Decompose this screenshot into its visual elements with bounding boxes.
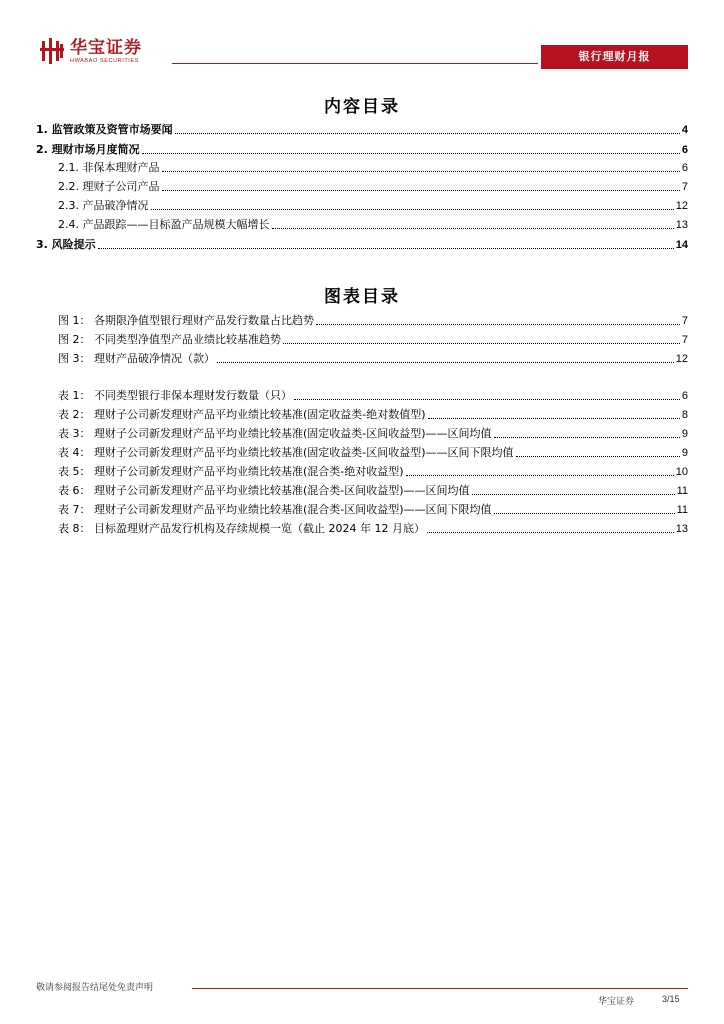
footer-divider: [192, 988, 688, 989]
chart-entry[interactable]: [58, 350, 688, 366]
dot-leader: [162, 170, 680, 172]
toc-entry-label: 1. 监管政策及资管市场要闻: [36, 123, 173, 136]
table-entry-label: 表 8： 目标盈理财产品发行机构及存续规模一览（截止 2024 年 12 月底）: [58, 522, 425, 535]
dot-leader: [494, 512, 675, 514]
table-entry[interactable]: [58, 501, 688, 517]
dot-leader: [175, 132, 680, 134]
table-entry-page: 11: [676, 485, 688, 497]
table-entry-page: 10: [675, 466, 688, 478]
toc-entry[interactable]: [58, 216, 688, 232]
toc-entry[interactable]: [58, 178, 688, 194]
figures-title: 图表目录: [324, 287, 400, 307]
chart-entry-label: 图 3： 理财产品破净情况（款）: [58, 352, 215, 365]
dot-leader: [272, 227, 674, 229]
chart-entry-page: 12: [675, 353, 688, 365]
chart-entry[interactable]: [58, 331, 688, 347]
chart-entry-label: 图 2： 不同类型净值型产品业绩比较基准趋势: [58, 333, 281, 346]
dot-leader: [217, 361, 674, 363]
dot-leader: [142, 152, 680, 154]
toc-entry-page: 6: [681, 144, 688, 156]
chart-entry-page: 7: [681, 315, 688, 327]
dot-leader: [516, 455, 680, 457]
toc-entry[interactable]: [36, 141, 688, 157]
toc-entry[interactable]: [36, 236, 688, 252]
toc-entry-page: 6: [681, 162, 688, 174]
table-entry[interactable]: [58, 387, 688, 403]
table-entry-page: 8: [681, 409, 688, 421]
dot-leader: [151, 208, 674, 210]
toc-entry[interactable]: [58, 197, 688, 213]
chart-entry-page: 7: [681, 334, 688, 346]
report-type-badge: 银行理财月报: [541, 45, 688, 69]
toc-entry-page: 13: [675, 219, 688, 231]
dot-leader: [162, 189, 680, 191]
table-entry[interactable]: [58, 425, 688, 441]
table-entry-label: 表 2： 理财子公司新发理财产品平均业绩比较基准(固定收益类-绝对数值型): [58, 408, 426, 421]
table-entry[interactable]: [58, 520, 688, 536]
logo-english-name: HWABAO SECURITIES: [70, 58, 139, 64]
table-entry-page: 6: [681, 390, 688, 402]
chart-entry[interactable]: [58, 312, 688, 328]
toc-entry[interactable]: [58, 159, 688, 175]
dot-leader: [494, 436, 680, 438]
dot-leader: [98, 247, 674, 249]
company-logo-icon: [40, 38, 66, 64]
table-entry[interactable]: [58, 463, 688, 479]
table-entry-page: 9: [681, 447, 688, 459]
table-entry-page: 9: [681, 428, 688, 440]
table-entry-label: 表 7： 理财子公司新发理财产品平均业绩比较基准(混合类-区间收益型)——区间下限均值: [58, 503, 492, 516]
header-divider: [172, 63, 538, 64]
toc-entry[interactable]: [36, 121, 688, 137]
page-number: 3/15: [662, 994, 680, 1004]
dot-leader: [428, 417, 680, 419]
table-entry-page: 11: [676, 504, 688, 516]
toc-entry-label: 2.3. 产品破净情况: [58, 199, 149, 212]
dot-leader: [472, 493, 675, 495]
dot-leader: [406, 474, 674, 476]
footer-brand: 华宝证券: [598, 997, 635, 1007]
footer-disclaimer: 敬请参阅报告结尾处免责声明: [36, 983, 154, 993]
table-entry[interactable]: [58, 406, 688, 422]
toc-entry-label: 3. 风险提示: [36, 238, 96, 251]
toc-entry-label: 2.1. 非保本理财产品: [58, 161, 160, 174]
dot-leader: [427, 531, 674, 533]
toc-title: 内容目录: [324, 97, 400, 117]
dot-leader: [283, 342, 680, 344]
logo-chinese-name: 华宝证券: [70, 38, 142, 58]
table-entry-label: 表 3： 理财子公司新发理财产品平均业绩比较基准(固定收益类-区间收益型)——区间均值: [58, 427, 492, 440]
toc-entry-page: 4: [681, 124, 688, 136]
toc-entry-label: 2.2. 理财子公司产品: [58, 180, 160, 193]
dot-leader: [294, 398, 680, 400]
table-entry-label: 表 4： 理财子公司新发理财产品平均业绩比较基准(固定收益类-区间收益型)——区间下限均值: [58, 446, 514, 459]
toc-entry-page: 7: [681, 181, 688, 193]
table-entry-page: 13: [675, 523, 688, 535]
toc-entry-page: 12: [675, 200, 688, 212]
table-entry-label: 表 6： 理财子公司新发理财产品平均业绩比较基准(混合类-区间收益型)——区间均值: [58, 484, 470, 497]
toc-entry-label: 2. 理财市场月度简况: [36, 143, 140, 156]
table-entry[interactable]: [58, 482, 688, 498]
table-entry-label: 表 5： 理财子公司新发理财产品平均业绩比较基准(混合类-绝对收益型): [58, 465, 404, 478]
toc-entry-page: 14: [675, 239, 688, 251]
dot-leader: [316, 323, 680, 325]
company-logo: [40, 38, 170, 66]
toc-entry-label: 2.4. 产品跟踪——目标盈产品规模大幅增长: [58, 218, 270, 231]
table-entry-label: 表 1： 不同类型银行非保本理财发行数量（只）: [58, 389, 292, 402]
table-entry[interactable]: [58, 444, 688, 460]
chart-entry-label: 图 1： 各期限净值型银行理财产品发行数量占比趋势: [58, 314, 314, 327]
